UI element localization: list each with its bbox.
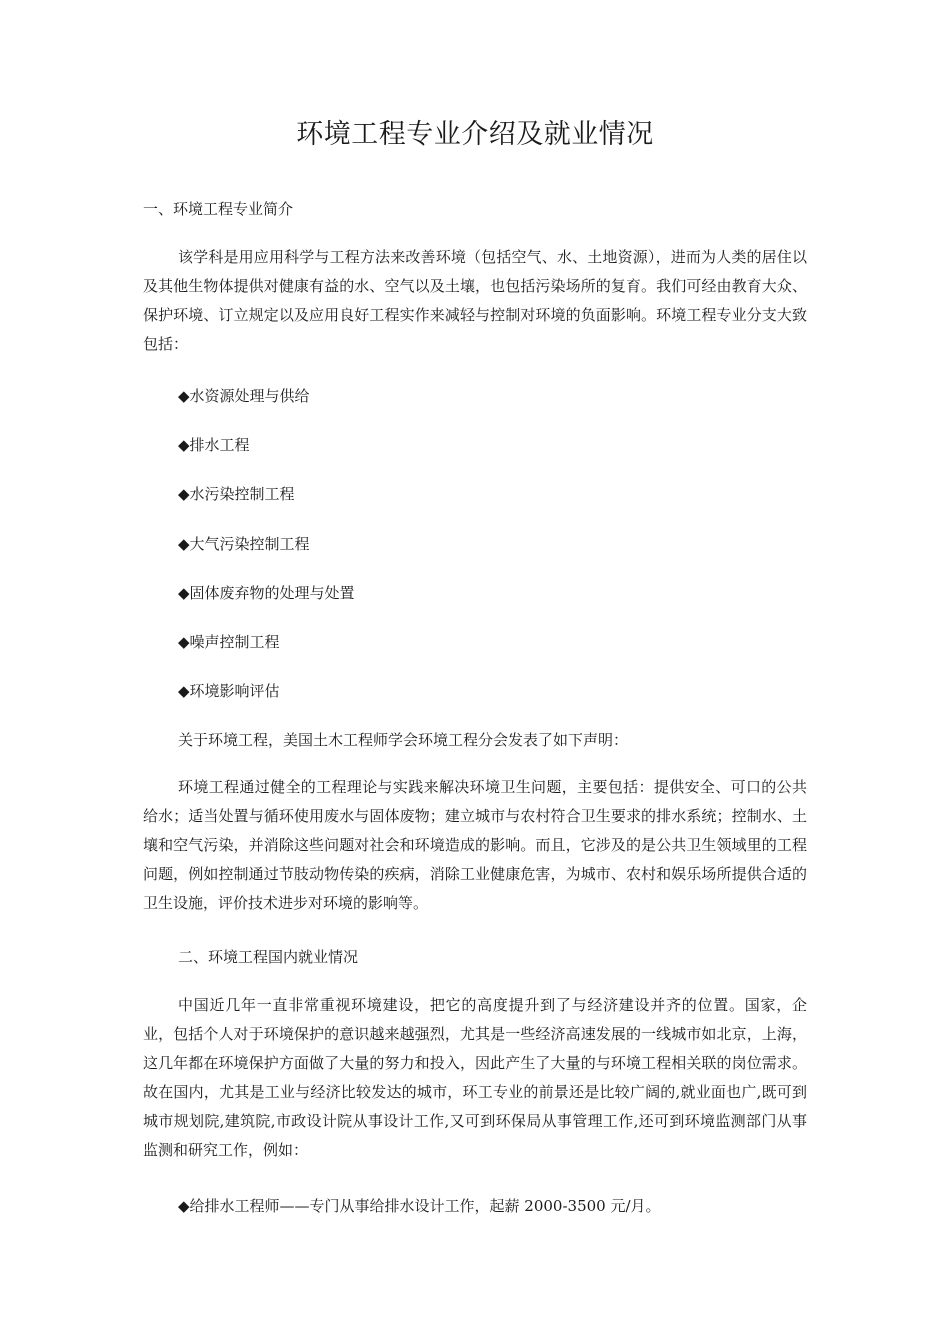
branch-item-drainage: ◆排水工程 bbox=[178, 436, 250, 454]
branch-item-impact-assessment: ◆环境影响评估 bbox=[178, 682, 280, 700]
page-title: 环境工程专业介绍及就业情况 bbox=[296, 119, 654, 150]
branch-item-water-pollution: ◆水污染控制工程 bbox=[178, 485, 295, 503]
employment-paragraph: 中国近几年一直非常重视环境建设，把它的高度提升到了与经济建设并齐的位置。国家，企业，包括个人对于环境保护的意识越来越强烈，尤其是一些经济高速发展的一线城市如北京，上海，这几年都在环境保护方面做了大量的努力和投入，因此产生了大量的与环境工程相关联的岗位需求。故在国内，尤其是工业与经济比较发达的城市，环工专业的前景还是比较广阔的,就业面也广,既可到城市规划院,建筑院,市政设计院从事设计工作,又可到环保局从事管理工作,还可到环境监测部门从事监测和研究工作，例如： bbox=[143, 996, 807, 1159]
statement-paragraph: 环境工程通过健全的工程理论与实践来解决环境卫生问题，主要包括：提供安全、可口的公共给水；适当处置与循环使用废水与固体废物；建立城市与农村符合卫生要求的排水系统；控制水、土壤和空气污染，并消除这些问题对社会和环境造成的影响。而且，它涉及的是公共卫生领域里的工程问题，例如控制通过节肢动物传染的疾病，消除工业健康危害，为城市、农村和娱乐场所提供合适的卫生设施，评价技术进步对环境的影响等。 bbox=[143, 778, 807, 912]
branch-item-noise-control: ◆噪声控制工程 bbox=[178, 633, 280, 651]
statement-intro: 关于环境工程，美国土木工程师学会环境工程分会发表了如下声明： bbox=[178, 731, 629, 749]
intro-paragraph: 该学科是用应用科学与工程方法来改善环境（包括空气、水、土地资源），进而为人类的居住以及其他生物体提供对健康有益的水、空气以及土壤，也包括污染场所的复育。我们可经由教育大众、保护环境、订立规定以及应用良好工程实作来减轻与控制对环境的负面影响。环境工程专业分支大致包括： bbox=[143, 248, 807, 353]
branch-item-solid-waste: ◆固体废弃物的处理与处置 bbox=[178, 584, 355, 602]
branch-item-air-pollution: ◆大气污染控制工程 bbox=[178, 535, 310, 553]
section-heading-intro: 一、环境工程专业简介 bbox=[143, 200, 294, 218]
branch-item-water-supply: ◆水资源处理与供给 bbox=[178, 387, 310, 405]
job-example-item: ◆给排水工程师——专门从事给排水设计工作，起薪 2000-3500 元/月。 bbox=[178, 1197, 661, 1215]
section-heading-employment: 二、环境工程国内就业情况 bbox=[178, 948, 359, 966]
